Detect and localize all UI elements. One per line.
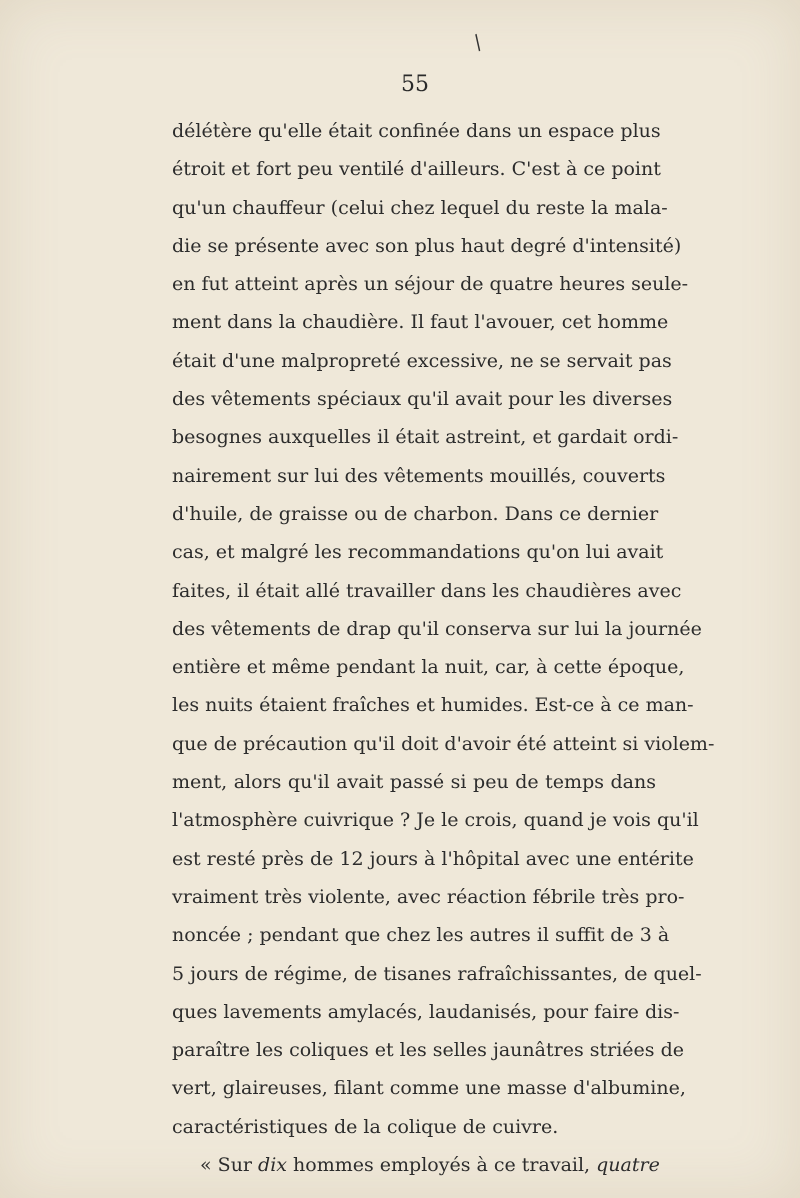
text-line: 5 jours de régime, de tisanes rafraîchissantes, de quel- [172,962,702,985]
text-line: ment, alors qu'il avait passé si peu de temps dans [172,771,656,794]
text-line: d'huile, de graisse ou de charbon. Dans ce dernier [172,502,659,525]
italic-word: quatre [596,1154,660,1177]
text-line: délétère qu'elle était confinée dans un espace plus [172,120,661,142]
text-line: die se présente avec son plus haut degré d'intensité) [172,234,682,257]
text-fragment: hommes employés à ce travail, [287,1154,597,1177]
new-paragraph-line [172,1146,660,1184]
text-line: qu'un chauffeur (celui chez lequel du reste la mala- [172,196,668,219]
text-line: entière et même pendant la nuit, car, à cette époque, [172,656,685,679]
text-line: vraiment très violente, avec réaction fébrile très pro- [172,885,685,908]
text-line: vert, glaireuses, filant comme une masse d'albumine, [172,1077,686,1100]
text-line: en fut atteint après un séjour de quatre heures seule- [172,273,689,296]
text-line: que de précaution qu'il doit d'avoir été atteint si violem- [172,732,715,755]
opening-quote: « [200,1154,212,1177]
italic-word: dix [258,1154,288,1177]
text-line: nairement sur lui des vêtements mouillés, couverts [172,464,666,487]
text-line: des vêtements de drap qu'il conserva sur lui la journée [172,617,702,640]
text-line: est resté près de 12 jours à l'hôpital avec une entérite [172,847,694,870]
text-line: étroit et fort peu ventilé d'ailleurs. C'est à ce point [172,158,661,181]
text-line: faites, il était allé travailler dans les chaudières avec [172,579,682,602]
text-line: des vêtements spéciaux qu'il avait pour les diverses [172,388,673,411]
text-line: besognes auxquelles il était astreint, et gardait ordi- [172,426,679,449]
text-line: ques lavements amylacés, laudanisés, pour faire dis- [172,1000,680,1023]
text-line: cas, et malgré les recommandations qu'on lui avait [172,541,664,564]
text-line: l'atmosphère cuivrique ? Je le crois, quand je vois qu'il [172,809,699,832]
text-line: les nuits étaient fraîches et humides. Est-ce à ce man- [172,694,694,717]
text-line: noncée ; pendant que chez les autres il suffit de 3 à [172,924,670,947]
text-fragment: Sur [217,1154,259,1177]
pen-mark: / [468,29,487,55]
text-line: ment dans la chaudière. Il faut l'avouer, cet homme [172,311,669,334]
text-line: paraître les coliques et les selles jaunâtres striées de [172,1039,684,1062]
text-line: était d'une malpropreté excessive, ne se servait pas [172,349,672,372]
page-number: 55 [401,72,429,97]
paragraph-end-line: caractéristiques de la colique de cuivre. [172,1115,559,1138]
body-text [172,112,715,1184]
